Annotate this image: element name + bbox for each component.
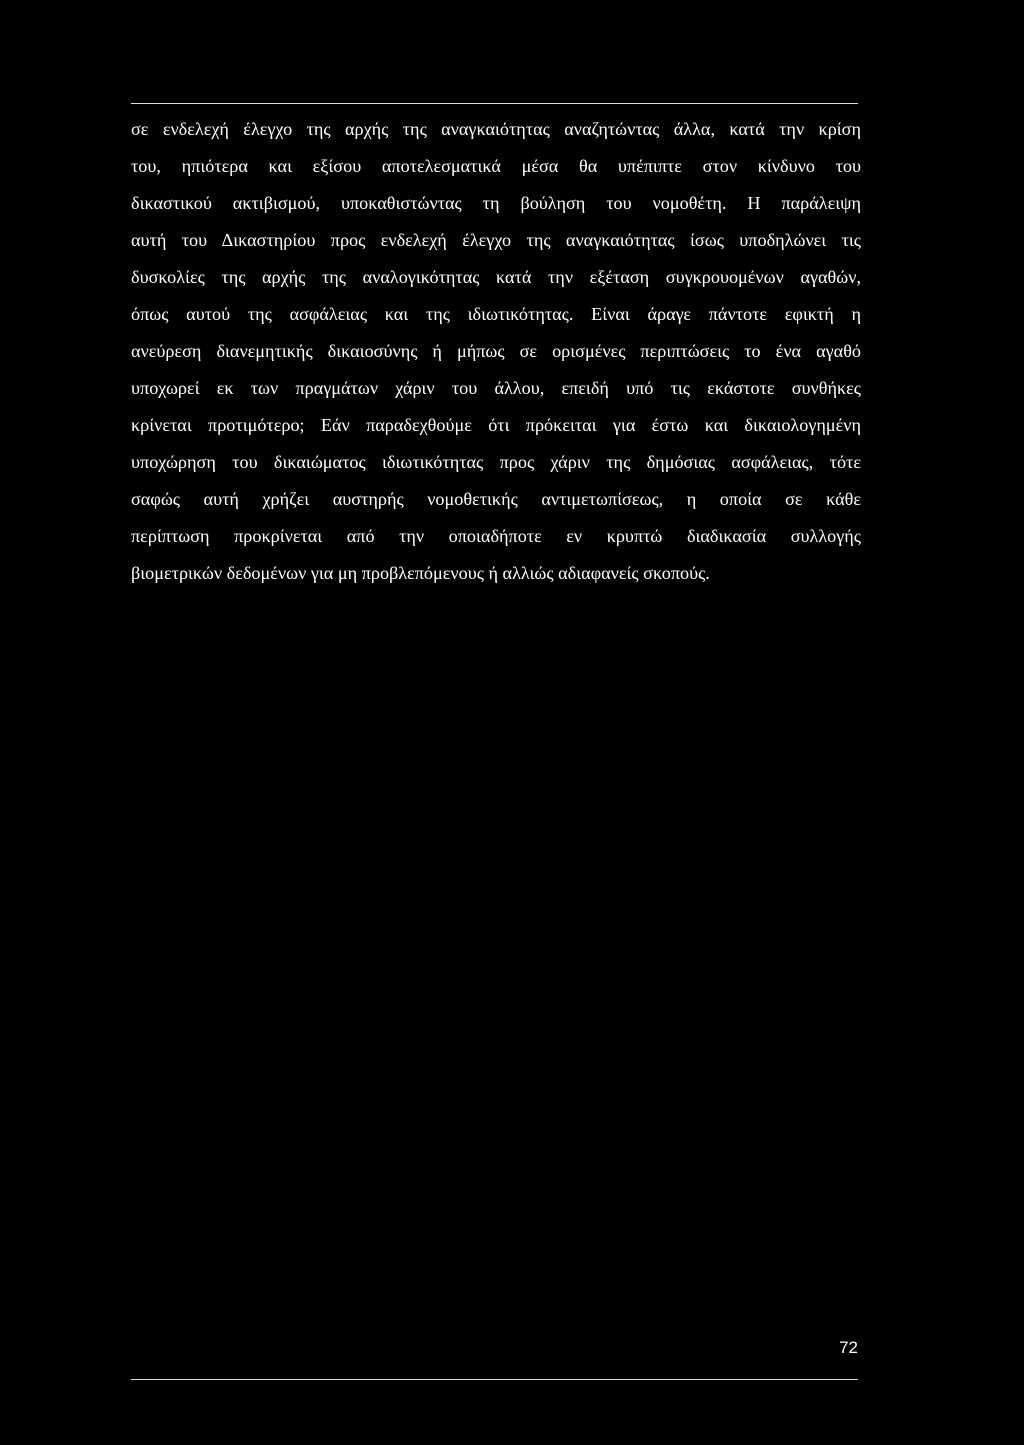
text-line: υποχώρηση του δικαιώματος ιδιωτικότητας προς χάριν της δημόσιας ασφάλειας, τότε xyxy=(131,452,861,472)
top-rule xyxy=(131,103,858,104)
text-line: δικαστικού ακτιβισμού, υποκαθιστώντας τη βούληση του νομοθέτη. Η παράλειψη xyxy=(131,193,861,213)
text-line: αυτή του Δικαστηρίου προς ενδελεχή έλεγχο της αναγκαιότητας ίσως υποδηλώνει τις xyxy=(131,230,861,250)
text-line: κρίνεται προτιμότερο; Εάν παραδεχθούμε ότι πρόκειται για έστω και δικαιολογημένη xyxy=(131,415,861,435)
text-line: του, ηπιότερα και εξίσου αποτελεσματικά μέσα θα υπέπιπτε στον κίνδυνο του xyxy=(131,156,861,176)
text-line: σε ενδελεχή έλεγχο της αρχής της αναγκαιότητας αναζητώντας άλλα, κατά την κρίση xyxy=(131,119,861,139)
page-number: 72 xyxy=(839,1338,858,1357)
text-line: όπως αυτού της ασφάλειας και της ιδιωτικότητας. Είναι άραγε πάντοτε εφικτή η xyxy=(131,304,861,324)
body-paragraph xyxy=(131,111,861,592)
text-line: δυσκολίες της αρχής της αναλογικότητας κατά την εξέταση συγκρουομένων αγαθών, xyxy=(131,267,861,287)
text-line: ανεύρεση διανεμητικής δικαιοσύνης ή μήπως σε ορισμένες περιπτώσεις το ένα αγαθό xyxy=(131,341,861,361)
text-line: σαφώς αυτή χρήζει αυστηρής νομοθετικής αντιμετωπίσεως, η οποία σε κάθε xyxy=(131,489,861,509)
text-line: περίπτωση προκρίνεται από την οποιαδήποτε εν κρυπτώ διαδικασία συλλογής xyxy=(131,526,861,546)
bottom-rule xyxy=(131,1379,858,1380)
text-line: υποχωρεί εκ των πραγμάτων χάριν του άλλου, επειδή υπό τις εκάστοτε συνθήκες xyxy=(131,378,861,398)
text-line: βιομετρικών δεδομένων για μη προβλεπόμενους ή αλλιώς αδιαφανείς σκοπούς. xyxy=(131,563,710,583)
